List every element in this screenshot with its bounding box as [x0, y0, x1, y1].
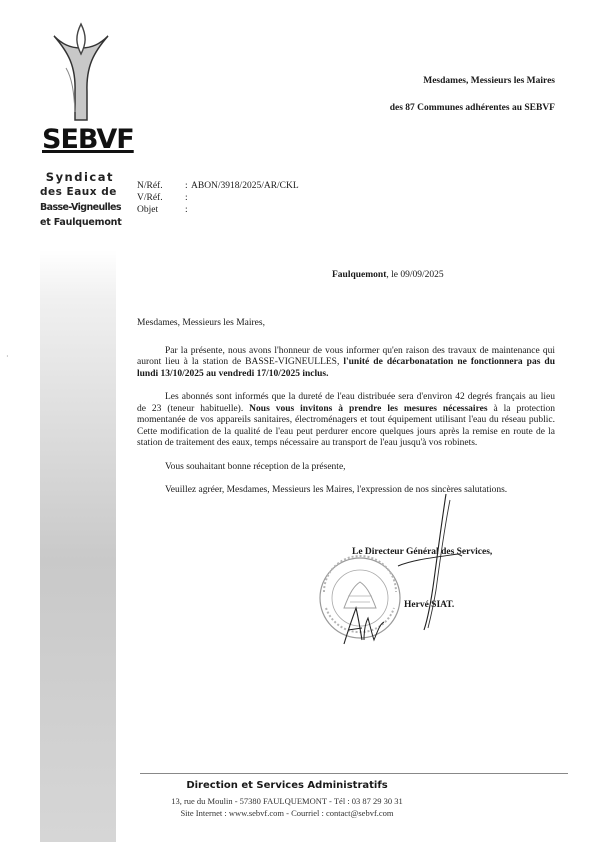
reference-row	[137, 204, 299, 216]
date-rest: , le 09/09/2025	[386, 270, 444, 280]
signer-title: Le Directeur Général des Services,	[352, 547, 493, 557]
handwritten-signature-icon	[338, 490, 468, 655]
paragraph-emphasis: l'unité de décarbonatation ne fonctionnera pas du lundi 13/10/2025 au vendredi 17/10/2025 inclus.	[137, 357, 555, 379]
recipient-line: Mesdames, Messieurs les Maires	[423, 76, 555, 86]
logo-icon	[48, 22, 114, 122]
paragraph-text: Par la présente, nous avons l'honneur de vous informer qu'en raison des travaux de maintenance qui auront lieu à la station de BASSE-VIGNEULLES,	[137, 345, 555, 368]
reference-row	[137, 180, 299, 192]
footer-divider	[140, 773, 568, 774]
reference-colon: :	[185, 205, 188, 215]
salutation: Mesdames, Messieurs les Maires,	[137, 318, 265, 328]
signer-name: Hervé SIAT.	[404, 600, 455, 610]
reference-key: V/Réf.	[137, 193, 163, 203]
reference-key: Objet	[137, 205, 159, 215]
letter-body	[137, 318, 555, 508]
org-name-line: et Faulquemont	[40, 217, 122, 228]
letter-date	[332, 270, 444, 280]
reference-key: N/Réf.	[137, 181, 163, 191]
paragraph-text: à la protection momentanée de vos appareils sanitaires, électroménagers et tout équipement utilisant l'eau du réseau public. Cette modification de la qualité de l'eau peut perdurer encore quelques jours après la remise en route de la station de traitement des eaux, temps nécessaire au transport de l'eau jusqu'à vos robinets.	[137, 403, 555, 449]
reference-block	[137, 180, 299, 216]
footer-title: Direction et Services Administratifs	[186, 780, 388, 791]
paragraph	[137, 346, 555, 381]
closing-paragraph: Veuillez agréer, Mesdames, Messieurs les Maires, l'expression de nos sincères salutations.	[165, 484, 508, 495]
footer-contact: Site Internet : www.sebvf.com - Courriel : contact@sebvf.com	[180, 808, 394, 818]
org-name-line: des Eaux de	[40, 186, 117, 198]
footer-address: 13, rue du Moulin - 57380 FAULQUEMONT - Tél : 03 87 29 30 31	[171, 796, 403, 806]
reference-value: ABON/3918/2025/AR/CKL	[191, 181, 299, 191]
org-name	[40, 170, 122, 230]
paragraph: Vous souhaitant bonne réception de la présente,	[165, 461, 346, 472]
logo-wordmark: SEBVF	[42, 124, 134, 155]
org-name-line: Basse-Vigneulles	[40, 202, 121, 213]
paragraph-emphasis: Nous vous invitons à prendre les mesures nécessaires	[249, 403, 488, 414]
reference-row	[137, 192, 299, 204]
reference-colon: :	[185, 193, 188, 203]
recipient-block	[390, 68, 555, 122]
paragraph	[137, 392, 555, 450]
recipient-line: des 87 Communes adhérentes au SEBVF	[389, 103, 555, 113]
org-name-line: Syndicat	[45, 170, 114, 184]
margin-mark: ·	[6, 352, 9, 361]
reference-colon: :	[185, 181, 188, 191]
paragraph-text: Les abonnés sont informés que la dureté de l'eau distribuée sera d'environ 42 degrés français au lieu de 23 (teneur habituelle).	[137, 391, 555, 414]
date-city: Faulquemont	[332, 270, 387, 280]
